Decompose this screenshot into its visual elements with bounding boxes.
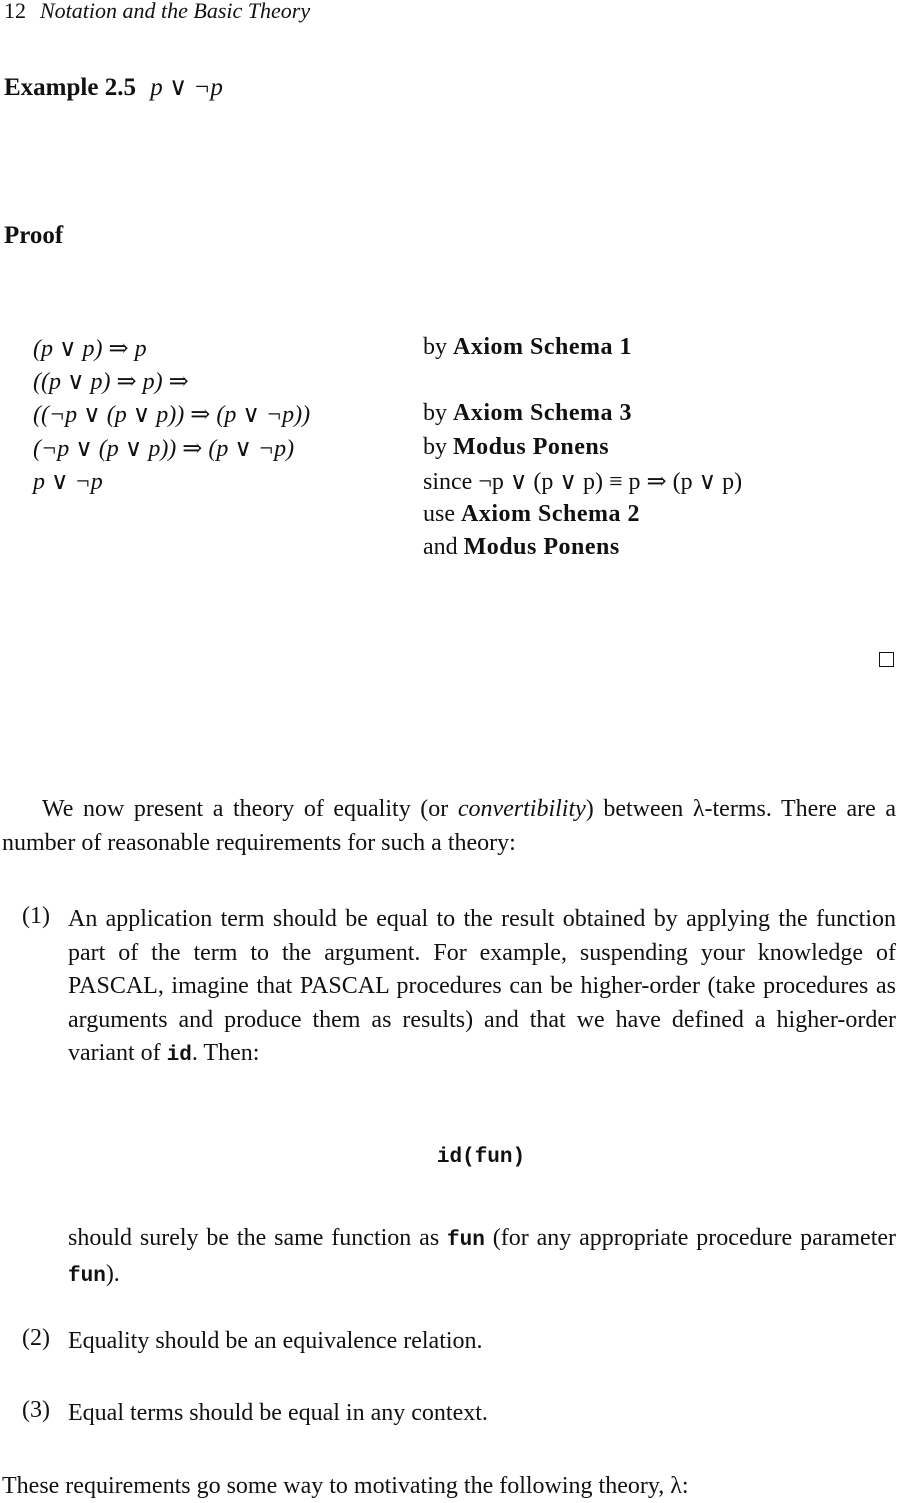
code-fun-param: fun [68,1264,106,1288]
qed-box [879,652,894,667]
example-heading [4,72,223,102]
intro-text-2: ) between λ-terms. There are a number of reasonable requirements for such a theory: [2,796,896,856]
item-1-number: (1) [22,903,50,929]
intro-paragraph [2,792,896,860]
proof-just-1 [423,334,632,361]
proof-step-3: ((¬p ∨ (p ∨ p)) ⇒ (p ∨ ¬p)) [33,402,311,428]
proof-just-4 [423,434,609,461]
just-rule: Axiom Schema 3 [453,400,632,426]
just-prefix: by [423,400,447,426]
example-formula: p ∨ ¬p [150,74,223,101]
proof-step-4: (¬p ∨ (p ∨ p)) ⇒ (p ∨ ¬p) [33,436,295,462]
proof-heading: Proof [4,222,64,249]
proof-step-5: p ∨ ¬p [33,469,103,495]
item-1-part-3: should surely be the same function as [68,1225,448,1251]
just-prefix: by [423,434,447,460]
just-rule: Axiom Schema 2 [461,501,640,527]
item-1-continuation [68,1222,896,1293]
example-label: Example 2.5 [4,74,136,101]
closing-paragraph: These requirements go some way to motivating the following theory, λ: [2,1473,689,1499]
intro-emphasis: convertibility [457,796,586,822]
item-1-text [68,903,896,1073]
item-2-number: (2) [22,1325,50,1351]
item-3-number: (3) [22,1397,50,1423]
just-prefix: by [423,334,447,360]
item-1-part-5: ). [105,1260,120,1287]
running-title: Notation and the Basic Theory [40,0,311,23]
proof-just-5: since ¬p ∨ (p ∨ p) ≡ p ⇒ (p ∨ p) [423,469,743,495]
proof-step-1: (p ∨ p) ⇒ p [33,336,147,362]
item-1-part-2: . Then: [191,1040,260,1066]
page-number: 12 [4,0,26,23]
proof-step-2: ((p ∨ p) ⇒ p) ⇒ [33,369,189,395]
just-prefix: and [423,534,458,560]
item-1-part-1: An application term should be equal to the result obtained by applying the function part of the term to the argument. For example, suspending your knowledge of PASCAL, imagine that PASCAL procedures can be higher-order (take procedures as arguments and produce them as results) and that we have defined a higher-order variant of [68,906,896,1066]
just-rule: Modus Ponens [453,434,610,460]
item-2-text: Equality should be an equivalence relation. [68,1328,483,1354]
just-prefix: use [423,501,455,527]
just-rule: Axiom Schema 1 [453,334,632,360]
code-id: id [166,1044,192,1067]
just-rule: Modus Ponens [463,534,620,560]
code-fun: fun [447,1229,485,1252]
proof-just-3 [423,400,632,427]
item-3-text: Equal terms should be equal in any context. [68,1400,488,1426]
proof-just-7 [423,534,620,561]
proof-just-6 [423,501,640,528]
display-code: id(fun) [436,1146,526,1169]
item-1-part-4: (for any appropriate procedure parameter [484,1225,897,1251]
running-header [4,0,310,24]
intro-text-1: We now present a theory of equality (or [42,796,458,822]
